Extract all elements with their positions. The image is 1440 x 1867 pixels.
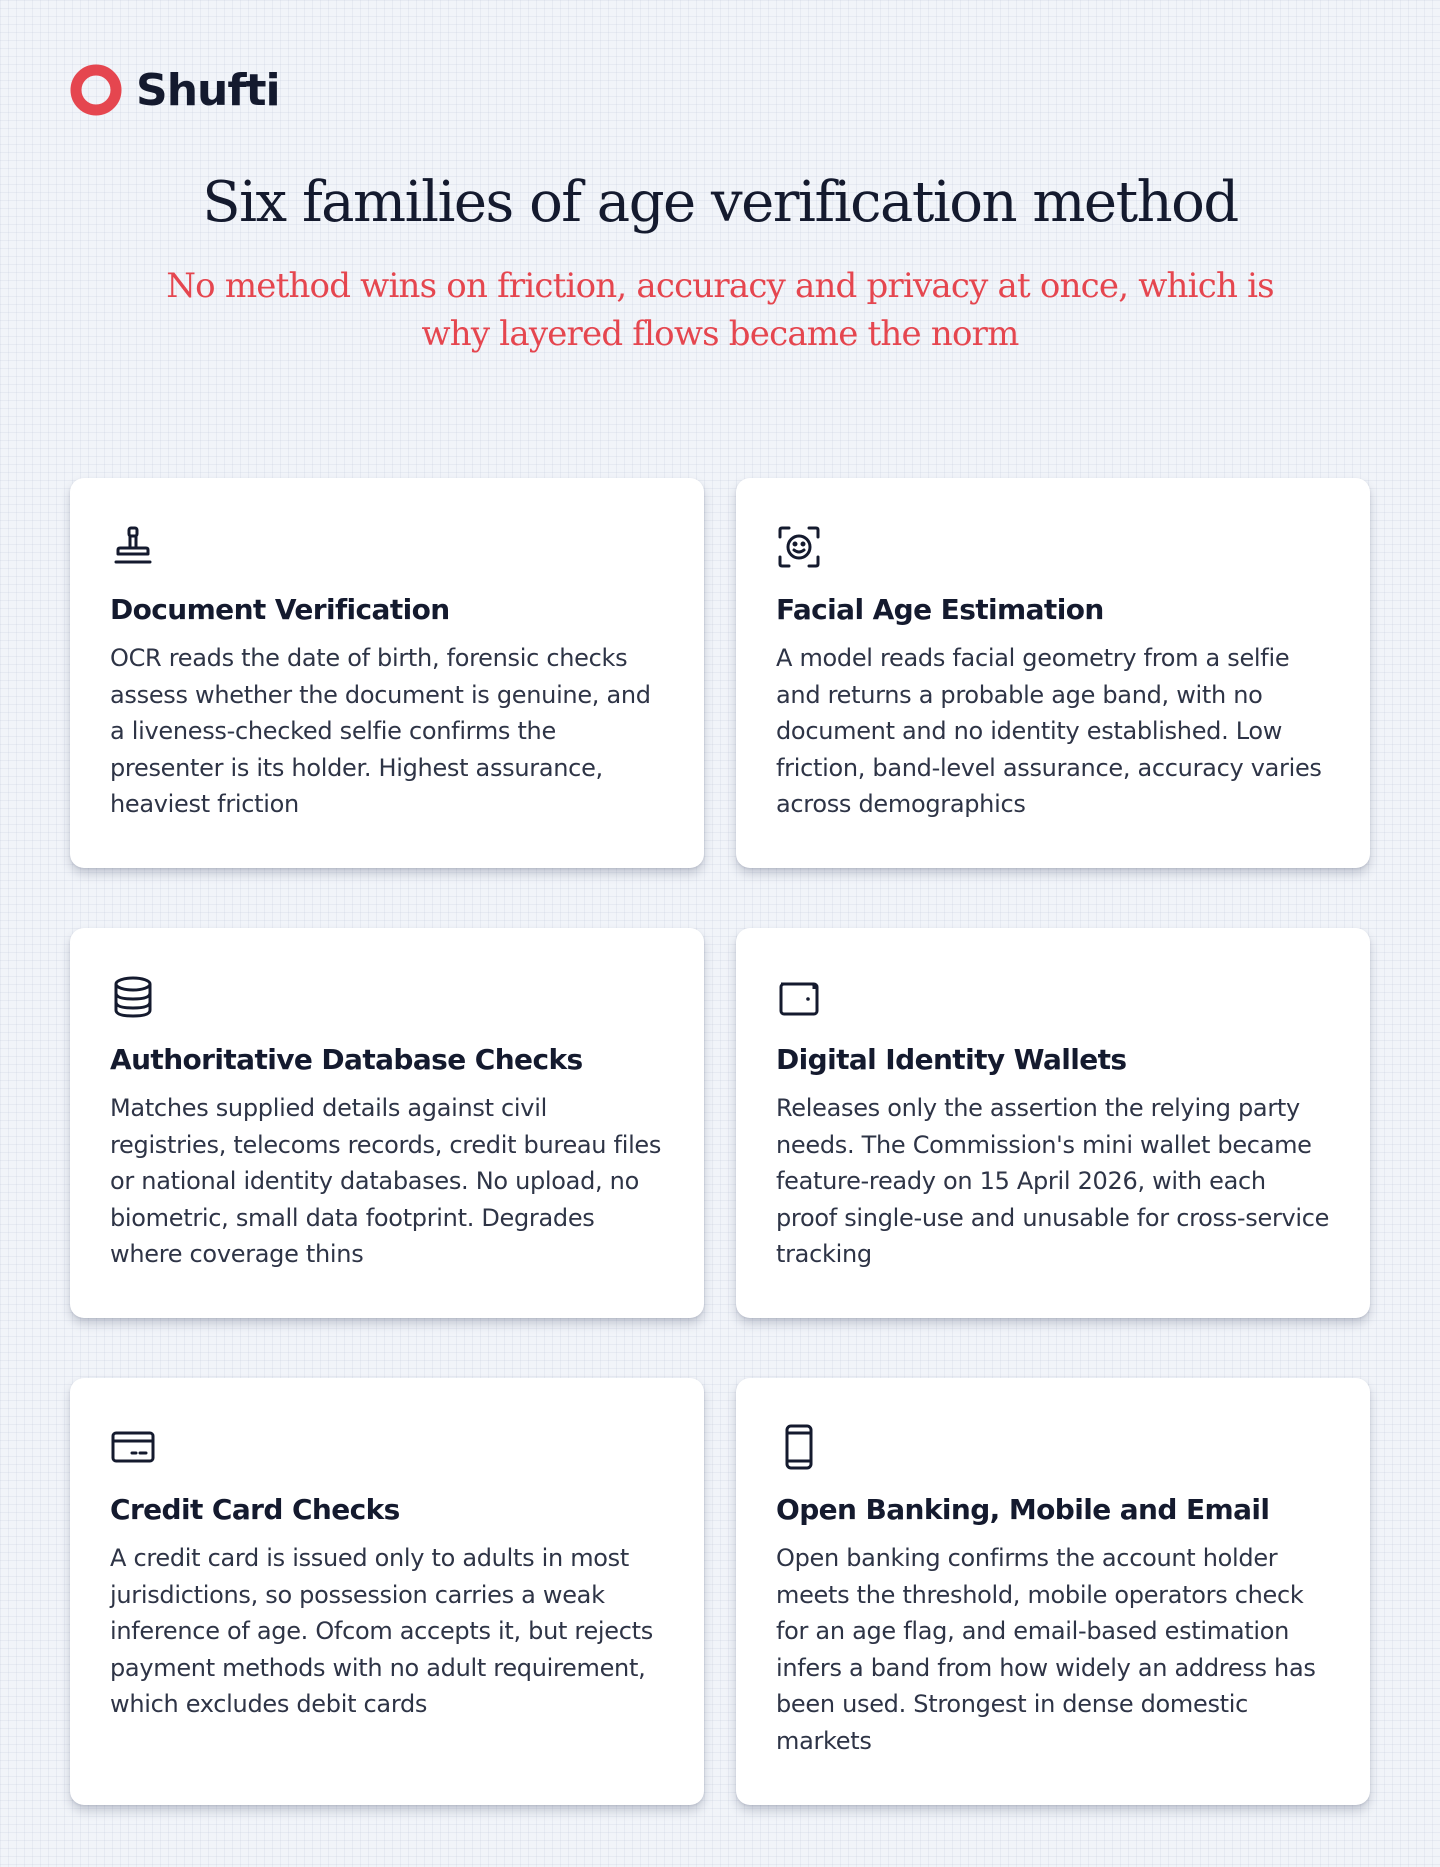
method-card-digital-wallets bbox=[736, 928, 1370, 1318]
method-card-database-checks bbox=[70, 928, 704, 1318]
card-title: Facial Age Estimation bbox=[776, 593, 1104, 626]
database-icon bbox=[110, 974, 156, 1020]
method-card-facial-age-estimation bbox=[736, 478, 1370, 868]
card-description: A model reads facial geometry from a selfie and returns a probable age band, with no document and no identity established. Low friction, band-level assurance, accuracy varies across demographics bbox=[776, 644, 1322, 818]
face-scan-icon bbox=[776, 524, 822, 570]
brand-name: Shufti bbox=[136, 64, 280, 116]
card-title: Credit Card Checks bbox=[110, 1493, 400, 1526]
method-card-document-verification bbox=[70, 478, 704, 868]
card-description: Matches supplied details against civil registries, telecoms records, credit bureau files or national identity databases. No upload, no biometric, small data footprint. Degrades where coverage thins bbox=[110, 1094, 662, 1268]
method-cards-grid bbox=[70, 478, 1370, 1805]
mobile-phone-icon bbox=[776, 1424, 822, 1470]
card-title: Open Banking, Mobile and Email bbox=[776, 1493, 1270, 1526]
page-title: Six families of age verification method bbox=[202, 170, 1238, 235]
card-title: Authoritative Database Checks bbox=[110, 1043, 583, 1076]
page-subtitle: No method wins on friction, accuracy and privacy at once, which is why layered flows became the norm bbox=[166, 266, 1274, 354]
brand-logo bbox=[68, 62, 280, 118]
wallet-icon bbox=[776, 974, 822, 1020]
card-description: A credit card is issued only to adults in most jurisdictions, so possession carries a weak inference of age. Ofcom accepts it, but rejects payment methods with no adult requirement, which excludes debit cards bbox=[110, 1544, 653, 1718]
card-title: Digital Identity Wallets bbox=[776, 1043, 1127, 1076]
method-card-open-banking bbox=[736, 1378, 1370, 1805]
shufti-logo-icon bbox=[68, 62, 124, 118]
stamp-icon bbox=[110, 524, 156, 570]
card-description: OCR reads the date of birth, forensic checks assess whether the document is genuine, and a liveness-checked selfie confirms the presenter is its holder. Highest assurance, heaviest friction bbox=[110, 644, 651, 818]
card-title: Document Verification bbox=[110, 593, 450, 626]
credit-card-icon bbox=[110, 1424, 156, 1470]
method-card-credit-card-checks bbox=[70, 1378, 704, 1805]
card-description: Open banking confirms the account holder meets the threshold, mobile operators check for an age flag, and email-based estimation infers a band from how widely an address has been used. Strongest in dense domestic markets bbox=[776, 1544, 1316, 1755]
card-description: Releases only the assertion the relying party needs. The Commission's mini wallet became feature-ready on 15 April 2026, with each proof single-use and unusable for cross-service tracking bbox=[776, 1094, 1330, 1268]
